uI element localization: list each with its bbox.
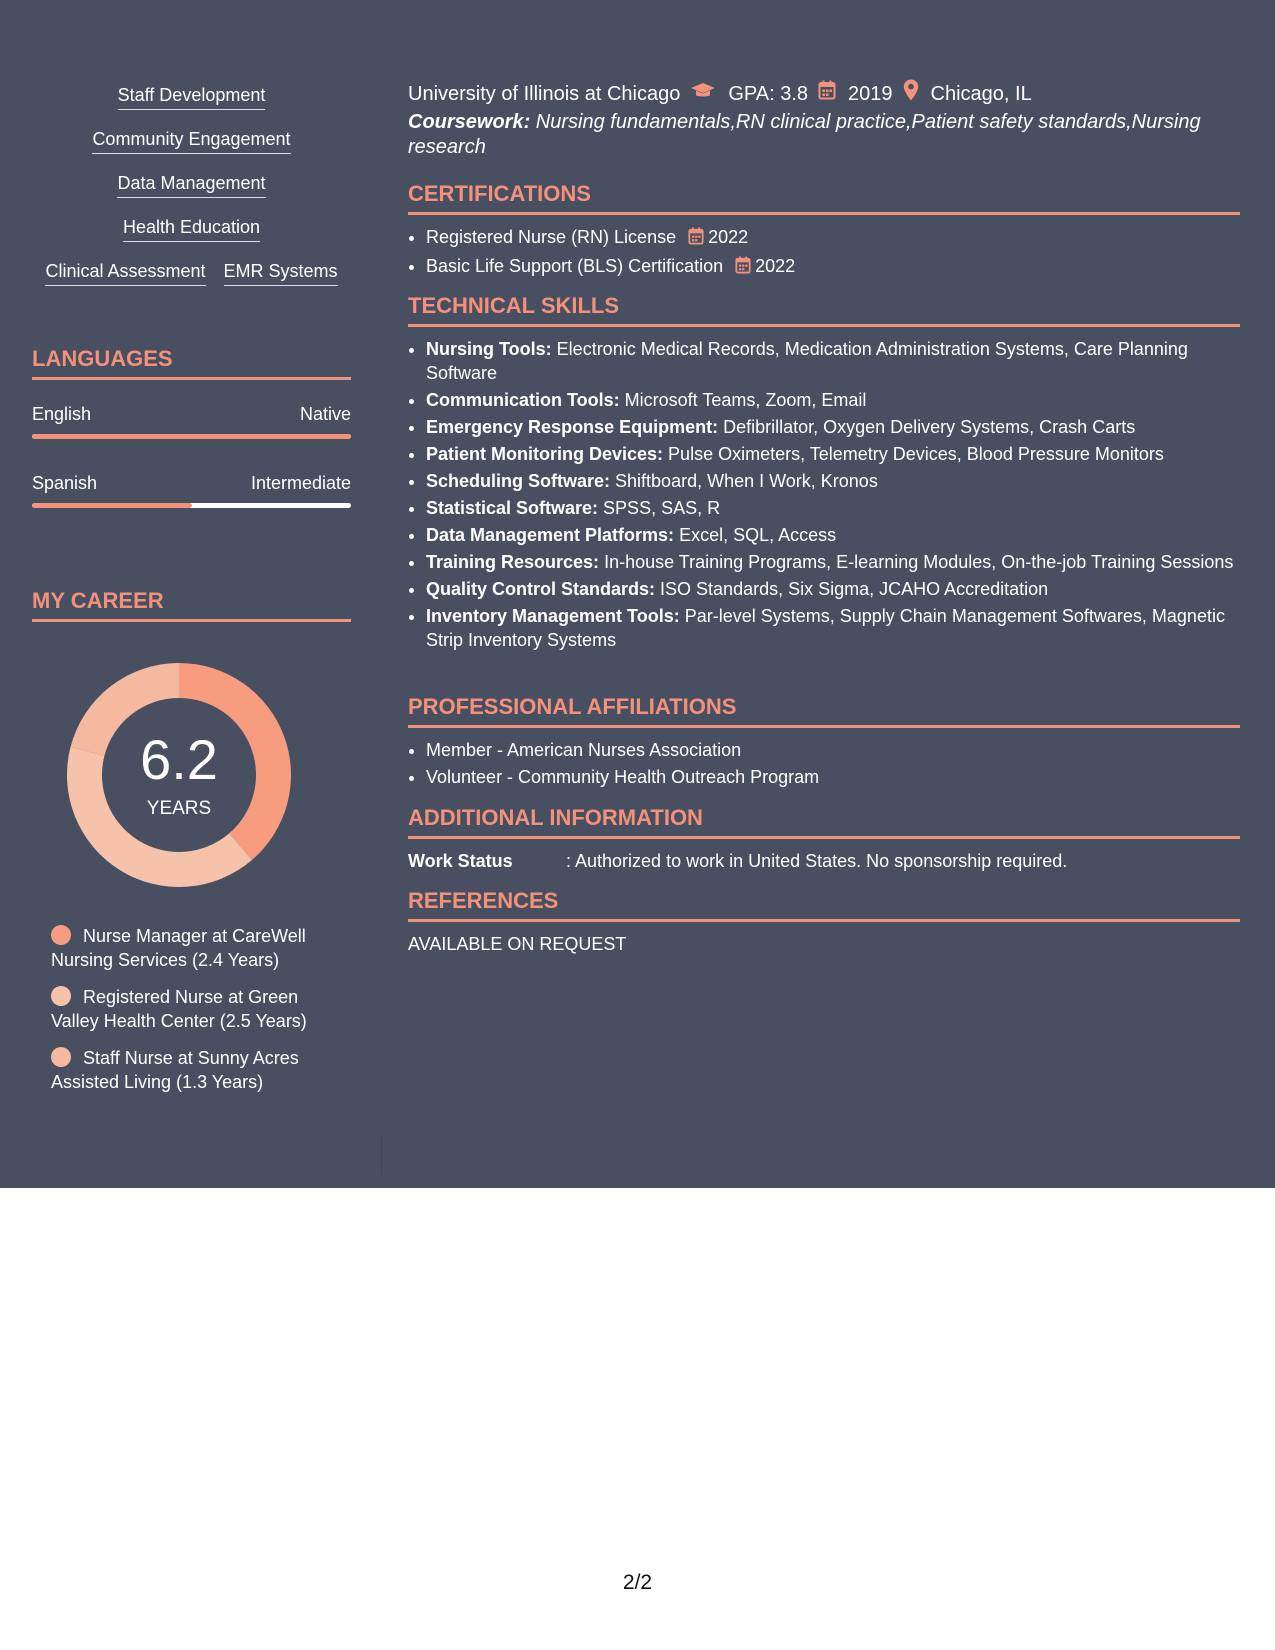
language-name: English xyxy=(32,404,92,424)
career-section-title: MY CAREER xyxy=(32,588,351,622)
skill-tag: EMR Systems xyxy=(224,260,338,286)
graduation-year: 2019 xyxy=(848,82,893,105)
calendar-icon xyxy=(818,80,836,107)
skill-tag: Staff Development xyxy=(118,84,266,110)
list-item: • Patient Monitoring Devices: Pulse Oximeters, Telemetry Devices, Blood Pressure Monitors xyxy=(426,442,1240,466)
list-item: • Data Management Platforms: Excel, SQL, Access xyxy=(426,523,1240,547)
language-english xyxy=(32,403,351,439)
graduation-cap-icon xyxy=(690,81,716,107)
list-item: • Communication Tools: Microsoft Teams, Zoom, Email xyxy=(426,388,1240,412)
legend-dot xyxy=(51,1047,71,1067)
location-pin-icon xyxy=(903,79,919,108)
list-item: • Basic Life Support (BLS) Certification 2022 xyxy=(426,254,1240,280)
language-bar xyxy=(32,503,351,508)
skills-tags xyxy=(32,84,351,304)
skill-tag: Health Education xyxy=(123,216,260,242)
list-item: • Training Resources: In-house Training Programs, E-learning Modules, On-the-job Training Sessions xyxy=(426,550,1240,574)
skill-tag: Clinical Assessment xyxy=(45,260,205,286)
legend-item: Nurse Manager at CareWell Nursing Services (2.4 Years) xyxy=(51,926,306,970)
school-name: University of Illinois at Chicago xyxy=(408,82,681,105)
coursework: Coursework: Nursing fundamentals,RN clinical practice,Patient safety standards,Nursing research xyxy=(408,111,1201,158)
list-item: • Registered Nurse (RN) License 2022 xyxy=(426,225,1240,251)
section-title: TECHNICAL SKILLS xyxy=(408,293,1240,327)
list-item: • Scheduling Software: Shiftboard, When I Work, Kronos xyxy=(426,469,1240,493)
calendar-icon xyxy=(735,256,751,280)
career-total: 6.2 xyxy=(140,728,218,791)
legend-dot xyxy=(51,986,71,1006)
list-item: • Quality Control Standards: ISO Standards, Six Sigma, JCAHO Accreditation xyxy=(426,577,1240,601)
list-item: • Nursing Tools: Electronic Medical Records, Medication Administration Systems, Care Planning Software xyxy=(426,337,1240,385)
languages-section-title: LANGUAGES xyxy=(32,346,351,380)
language-bar-fill xyxy=(32,434,351,439)
language-level: Intermediate xyxy=(250,473,351,493)
language-name: Spanish xyxy=(32,473,98,493)
language-level: Native xyxy=(299,404,351,424)
legend-dot xyxy=(51,925,71,945)
section-title: ADDITIONAL INFORMATION xyxy=(408,805,1240,839)
work-status-value: : Authorized to work in United States. No sponsorship required. xyxy=(566,851,1068,871)
section-title: CERTIFICATIONS xyxy=(408,181,1240,215)
skill-tag: Data Management xyxy=(117,172,265,198)
list-item: • Emergency Response Equipment: Defibrillator, Oxygen Delivery Systems, Crash Carts xyxy=(426,415,1240,439)
gpa: GPA: 3.8 xyxy=(728,82,809,105)
list-item: • Member - American Nurses Association xyxy=(426,738,1240,762)
language-bar-fill xyxy=(32,503,192,508)
affiliations-section xyxy=(408,694,1240,792)
education-location: Chicago, IL xyxy=(930,82,1032,105)
education-line xyxy=(408,79,1240,108)
list-item: • Volunteer - Community Health Outreach Program xyxy=(426,765,1240,789)
work-status-label: Work Status xyxy=(408,851,513,871)
column-divider xyxy=(381,1135,382,1175)
list-item: • Statistical Software: SPSS, SAS, R xyxy=(426,496,1240,520)
page-number: 2/2 xyxy=(622,1571,653,1594)
skill-tag: Community Engagement xyxy=(92,128,290,154)
career-unit: YEARS xyxy=(146,798,212,819)
language-bar xyxy=(32,434,351,439)
career-legend xyxy=(51,924,341,1107)
legend-item: Staff Nurse at Sunny Acres Assisted Living (1.3 Years) xyxy=(51,1048,299,1092)
technical-skills-section xyxy=(408,293,1240,655)
list-item: • Inventory Management Tools: Par-level Systems, Supply Chain Management Softwares, Magnetic Strip Inventory Systems xyxy=(426,604,1240,652)
references-section xyxy=(408,888,1240,956)
work-status xyxy=(408,849,1240,873)
references-text: AVAILABLE ON REQUEST xyxy=(408,934,627,954)
legend-item: Registered Nurse at Green Valley Health Center (2.5 Years) xyxy=(51,987,307,1031)
certifications-section xyxy=(408,181,1240,283)
language-spanish xyxy=(32,472,351,508)
career-donut-chart xyxy=(66,662,292,888)
section-title: PROFESSIONAL AFFILIATIONS xyxy=(408,694,1240,728)
calendar-icon xyxy=(688,227,704,251)
section-title: REFERENCES xyxy=(408,888,1240,922)
additional-information-section xyxy=(408,805,1240,873)
